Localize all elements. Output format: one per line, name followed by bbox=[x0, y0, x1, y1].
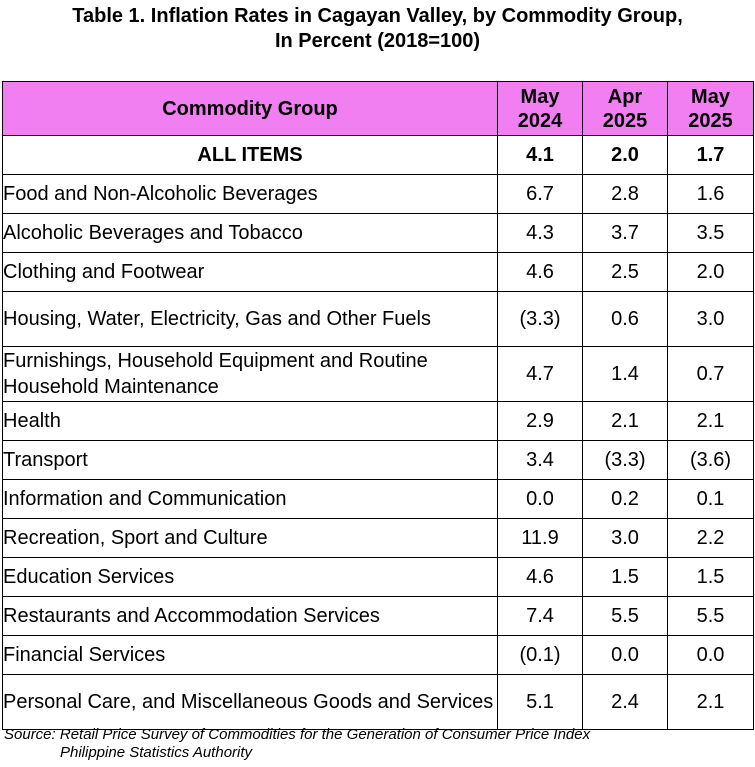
row-value-may-2024: 3.4 bbox=[498, 441, 583, 480]
table-row bbox=[3, 597, 754, 636]
row-value-may-2025: 0.0 bbox=[668, 636, 754, 675]
header-may-2025 bbox=[668, 82, 754, 136]
row-value-apr-2025: 0.6 bbox=[583, 292, 668, 347]
row-label: Personal Care, and Miscellaneous Goods and Services bbox=[3, 675, 498, 730]
row-value-apr-2025: 2.4 bbox=[583, 675, 668, 730]
header-may-2025-month: May bbox=[691, 85, 730, 108]
row-value-apr-2025: 0.2 bbox=[583, 480, 668, 519]
row-value-may-2024: (0.1) bbox=[498, 636, 583, 675]
row-label: Financial Services bbox=[3, 636, 498, 675]
row-value-may-2024: 4.6 bbox=[498, 253, 583, 292]
row-value-may-2025: 0.7 bbox=[668, 347, 754, 402]
header-commodity-group: Commodity Group bbox=[3, 82, 498, 136]
row-label: Restaurants and Accommodation Services bbox=[3, 597, 498, 636]
row-value-may-2025: 3.0 bbox=[668, 292, 754, 347]
table-title bbox=[0, 4, 755, 54]
row-label: Health bbox=[3, 402, 498, 441]
table-row-all-items bbox=[3, 136, 754, 175]
table-row bbox=[3, 214, 754, 253]
row-value-may-2024: (3.3) bbox=[498, 292, 583, 347]
row-value-apr-2025: 2.1 bbox=[583, 402, 668, 441]
header-apr-2025-year: 2025 bbox=[602, 109, 648, 132]
all-items-may-2025: 1.7 bbox=[668, 136, 754, 175]
row-label: Alcoholic Beverages and Tobacco bbox=[3, 214, 498, 253]
row-value-may-2025: 1.6 bbox=[668, 175, 754, 214]
table-row bbox=[3, 675, 754, 730]
table-row bbox=[3, 175, 754, 214]
table-row bbox=[3, 441, 754, 480]
row-value-may-2025: 2.1 bbox=[668, 675, 754, 730]
table-row bbox=[3, 347, 754, 402]
row-value-may-2025: 2.0 bbox=[668, 253, 754, 292]
row-value-may-2025: 3.5 bbox=[668, 214, 754, 253]
source-note bbox=[4, 726, 590, 762]
row-value-apr-2025: 3.0 bbox=[583, 519, 668, 558]
header-may-2024-year: 2024 bbox=[517, 109, 563, 132]
inflation-table bbox=[2, 81, 754, 730]
row-value-may-2025: 5.5 bbox=[668, 597, 754, 636]
row-value-may-2025: 0.1 bbox=[668, 480, 754, 519]
source-text-1: Retail Price Survey of Commodities for the Generation of Consumer Price Index bbox=[59, 726, 591, 743]
row-value-may-2024: 2.9 bbox=[498, 402, 583, 441]
all-items-may-2024: 4.1 bbox=[498, 136, 583, 175]
row-value-apr-2025: 2.5 bbox=[583, 253, 668, 292]
row-label: Furnishings, Household Equipment and Routine Household Maintenance bbox=[3, 347, 498, 402]
row-value-may-2025: 2.2 bbox=[668, 519, 754, 558]
row-value-apr-2025: 2.8 bbox=[583, 175, 668, 214]
header-may-2025-year: 2025 bbox=[688, 109, 733, 132]
header-apr-2025-month: Apr bbox=[607, 85, 643, 108]
row-label: Food and Non-Alcoholic Beverages bbox=[3, 175, 498, 214]
table-row bbox=[3, 519, 754, 558]
all-items-label: ALL ITEMS bbox=[3, 136, 498, 175]
all-items-apr-2025: 2.0 bbox=[583, 136, 668, 175]
row-value-may-2024: 0.0 bbox=[498, 480, 583, 519]
row-value-may-2025: 1.5 bbox=[668, 558, 754, 597]
row-value-may-2024: 6.7 bbox=[498, 175, 583, 214]
table-row bbox=[3, 480, 754, 519]
row-value-apr-2025: 5.5 bbox=[583, 597, 668, 636]
row-value-may-2024: 4.3 bbox=[498, 214, 583, 253]
header-apr-2025 bbox=[583, 82, 668, 136]
row-value-may-2024: 4.7 bbox=[498, 347, 583, 402]
row-value-apr-2025: 3.7 bbox=[583, 214, 668, 253]
row-value-apr-2025: 1.5 bbox=[583, 558, 668, 597]
row-label: Transport bbox=[3, 441, 498, 480]
row-value-may-2024: 11.9 bbox=[498, 519, 583, 558]
row-value-apr-2025: 0.0 bbox=[583, 636, 668, 675]
row-value-may-2024: 7.4 bbox=[498, 597, 583, 636]
row-label: Clothing and Footwear bbox=[3, 253, 498, 292]
table-title-line-2: In Percent (2018=100) bbox=[274, 30, 481, 52]
table-row bbox=[3, 636, 754, 675]
table-title-line-1: Table 1. Inflation Rates in Cagayan Valley, by Commodity Group, bbox=[72, 5, 683, 27]
table-row bbox=[3, 253, 754, 292]
table-header-row bbox=[3, 82, 754, 136]
row-label: Housing, Water, Electricity, Gas and Other Fuels bbox=[3, 292, 498, 347]
row-label: Education Services bbox=[3, 558, 498, 597]
row-value-may-2024: 5.1 bbox=[498, 675, 583, 730]
source-line-1 bbox=[4, 726, 590, 744]
row-value-apr-2025: (3.3) bbox=[583, 441, 668, 480]
source-label: Source: bbox=[4, 726, 56, 743]
row-label: Recreation, Sport and Culture bbox=[3, 519, 498, 558]
row-value-may-2024: 4.6 bbox=[498, 558, 583, 597]
row-value-apr-2025: 1.4 bbox=[583, 347, 668, 402]
row-value-may-2025: (3.6) bbox=[668, 441, 754, 480]
header-may-2024 bbox=[498, 82, 583, 136]
table-row bbox=[3, 558, 754, 597]
header-may-2024-month: May bbox=[520, 85, 560, 108]
table-row bbox=[3, 292, 754, 347]
row-label: Information and Communication bbox=[3, 480, 498, 519]
row-value-may-2025: 2.1 bbox=[668, 402, 754, 441]
table-row bbox=[3, 402, 754, 441]
source-line-2: Philippine Statistics Authority bbox=[60, 744, 253, 761]
